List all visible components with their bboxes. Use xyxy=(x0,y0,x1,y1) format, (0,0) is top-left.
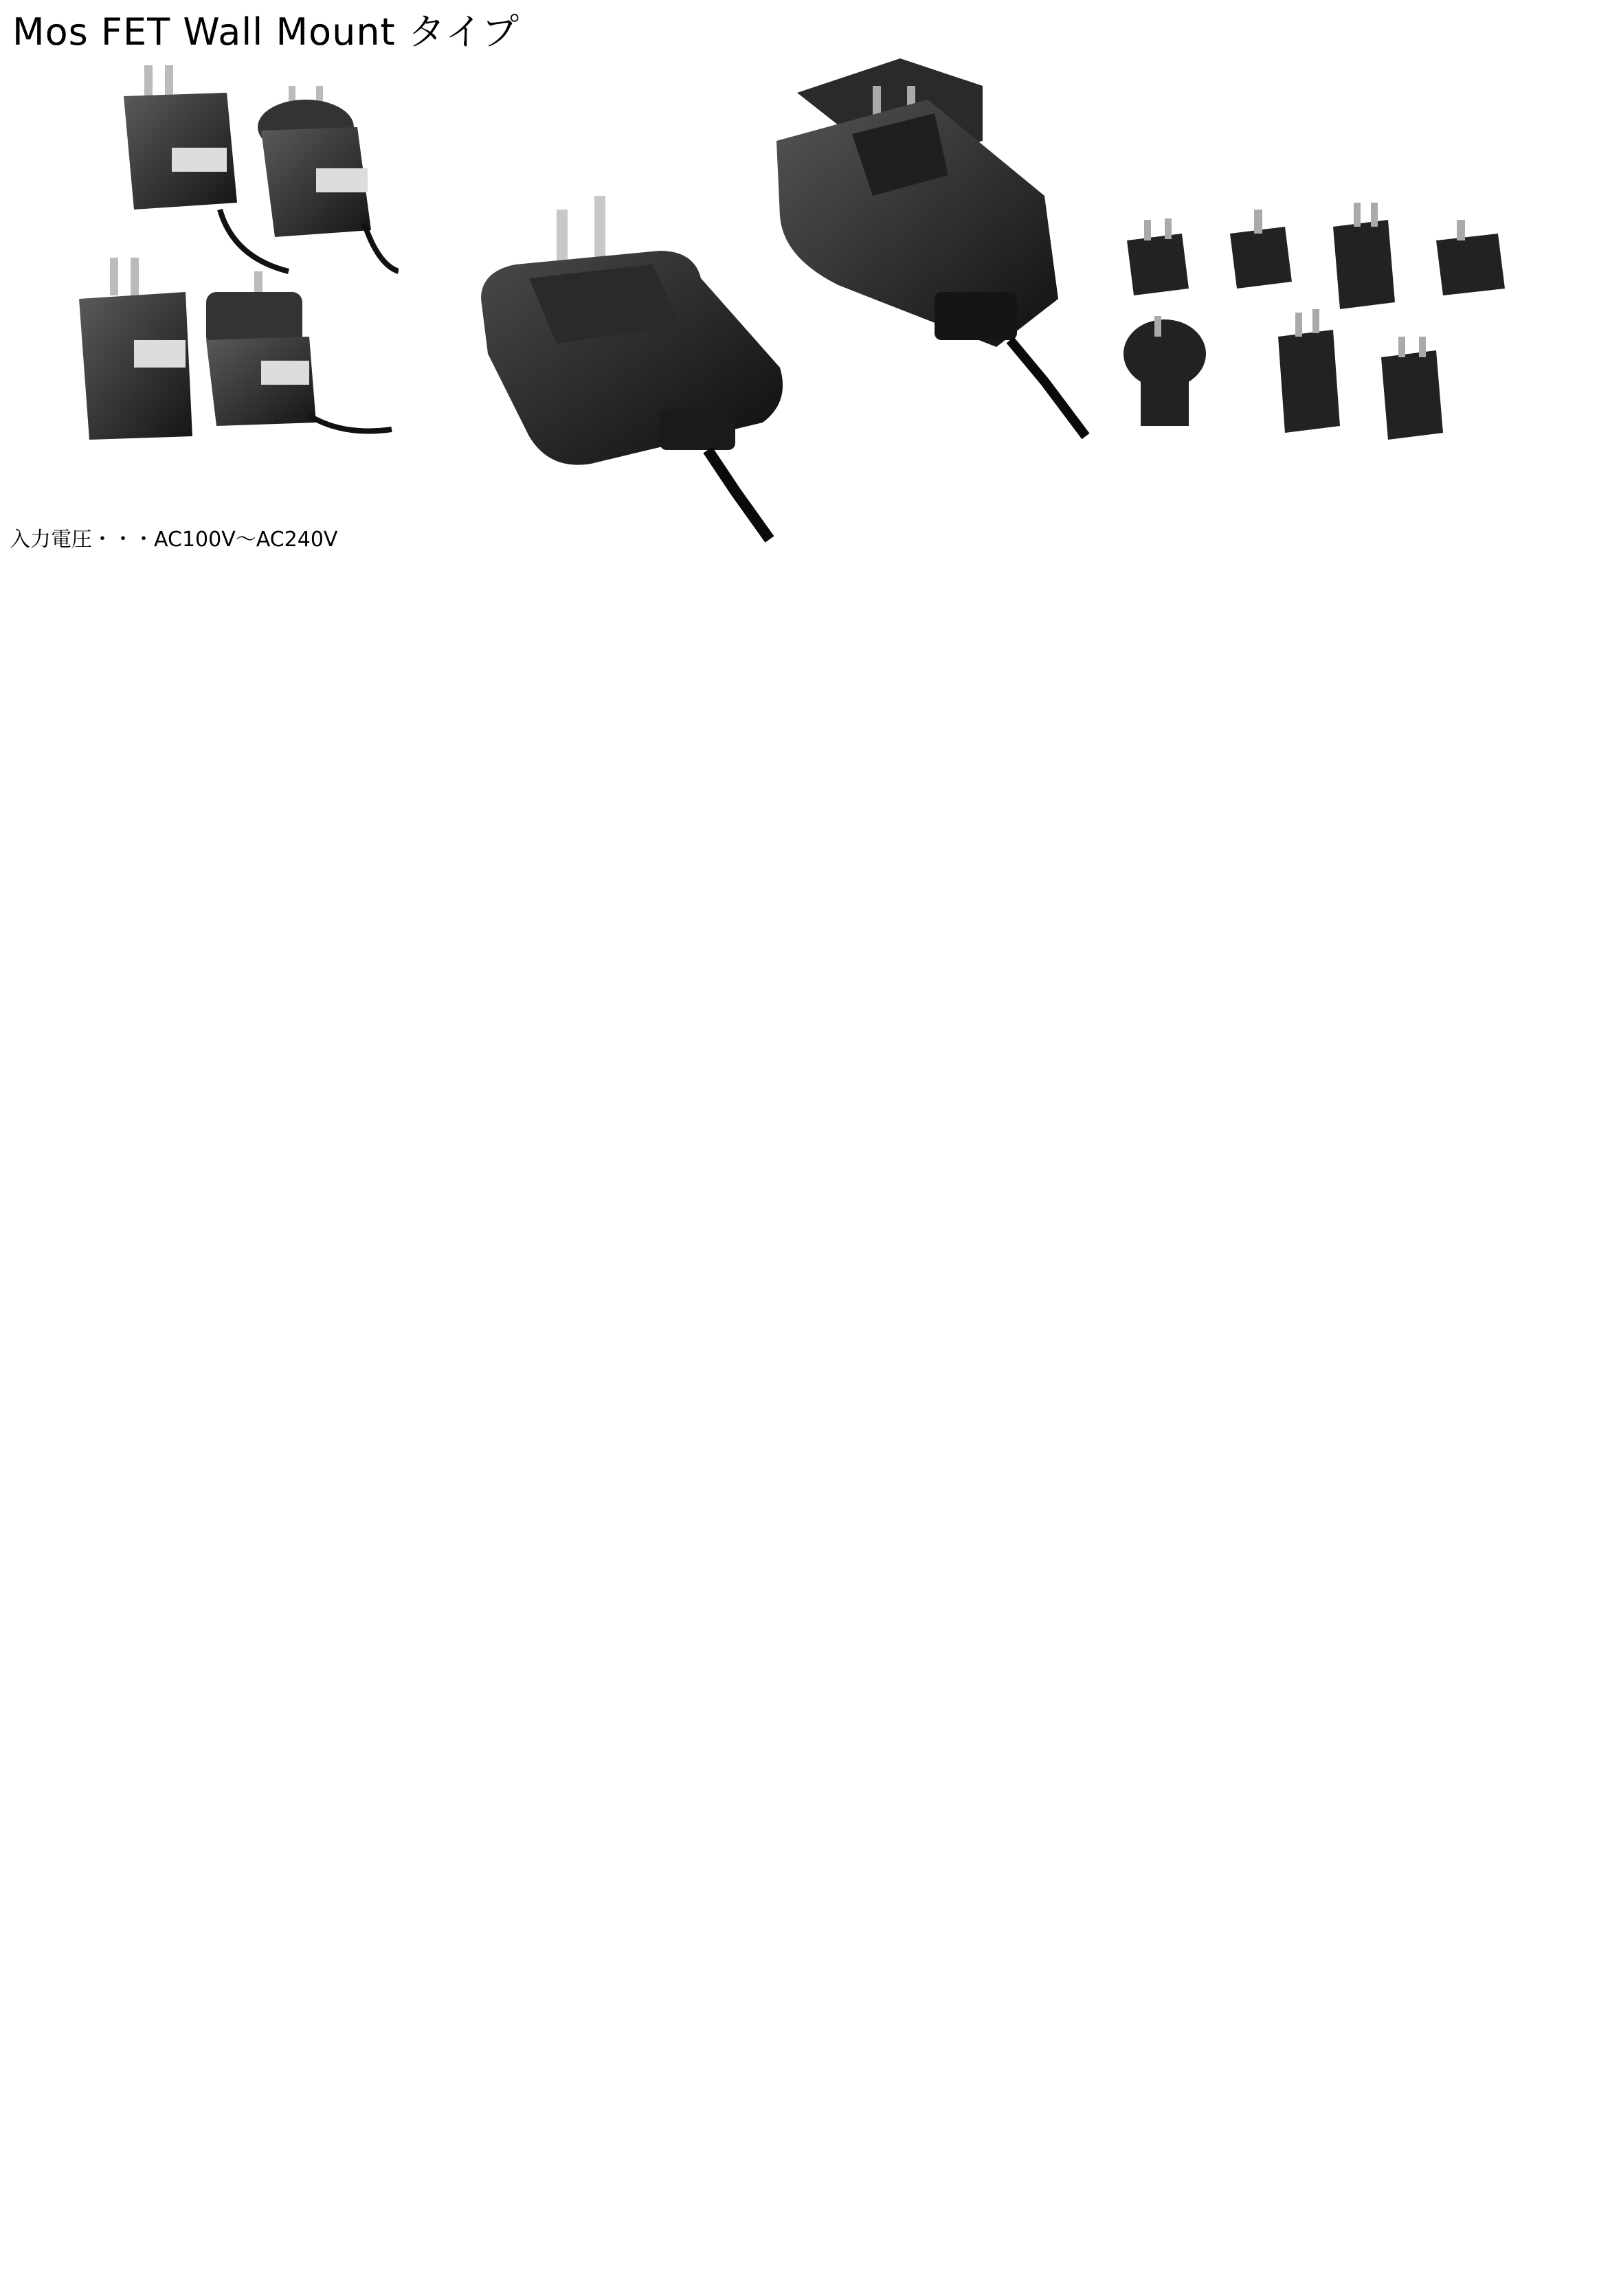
changeable-plug-adapter-photo xyxy=(770,58,1113,443)
input-voltage-text: 入力電圧・・・AC100V～AC240V xyxy=(10,528,338,552)
page-title: Mos FET Wall Mount タイプ xyxy=(12,10,520,54)
plug-attachments-photo xyxy=(1113,199,1525,453)
small-adapters-photo xyxy=(69,65,399,450)
